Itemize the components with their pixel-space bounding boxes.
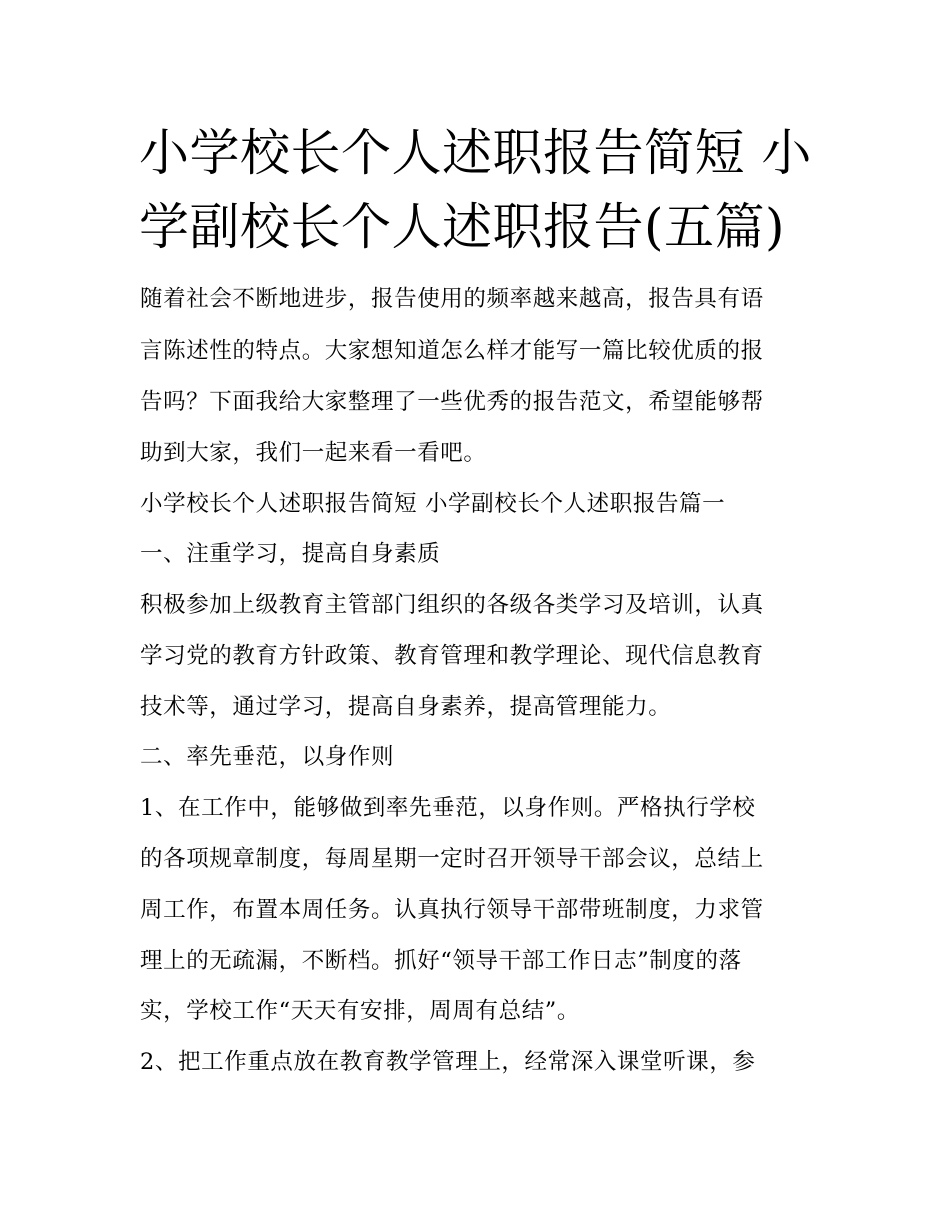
document-title-line-2: 学副校长个人述职报告(五篇) (139, 198, 786, 256)
document-title-line-1: 小学校长个人述职报告简短 小 (139, 124, 812, 182)
intro-line-4: 助到大家，我们一起来看一看吧。 (140, 440, 487, 466)
item-one-line-2: 的各项规章制度，每周星期一定时召开领导干部会议，总结上 (140, 846, 764, 872)
intro-line-2: 言陈述性的特点。大家想知道怎么样才能写一篇比较优质的报 (140, 338, 764, 364)
point-one-line-2: 学习党的教育方针政策、教育管理和教学理论、现代信息教育 (140, 643, 764, 669)
item-one-line-1: 1、在工作中，能够做到率先垂范，以身作则。严格执行学校 (140, 795, 756, 821)
item-one-line-5: 实，学校工作“天天有安排，周周有总结”。 (140, 998, 581, 1024)
intro-line-3: 告吗？下面我给大家整理了一些优秀的报告范文，希望能够帮 (140, 389, 764, 415)
point-one-line-1: 积极参加上级教育主管部门组织的各级各类学习及培训，认真 (140, 592, 764, 618)
item-one-line-4: 理上的无疏漏，不断档。抓好“领导干部工作日志”制度的落 (140, 948, 742, 974)
item-one-line-3: 周工作，布置本周任务。认真执行领导干部带班制度，力求管 (140, 897, 764, 923)
section-heading: 小学校长个人述职报告简短 小学副校长个人述职报告篇一 (140, 491, 726, 517)
point-one-line-3: 技术等，通过学习，提高自身素养，提高管理能力。 (140, 694, 672, 720)
intro-line-1: 随着社会不断地进步，报告使用的频率越来越高，报告具有语 (140, 286, 764, 312)
item-two-line-1: 2、把工作重点放在教育教学管理上，经常深入课堂听课，参 (140, 1049, 756, 1075)
point-one-heading: 一、注重学习，提高自身素质 (140, 541, 441, 567)
point-two-heading: 二、率先垂范，以身作则 (140, 744, 395, 770)
